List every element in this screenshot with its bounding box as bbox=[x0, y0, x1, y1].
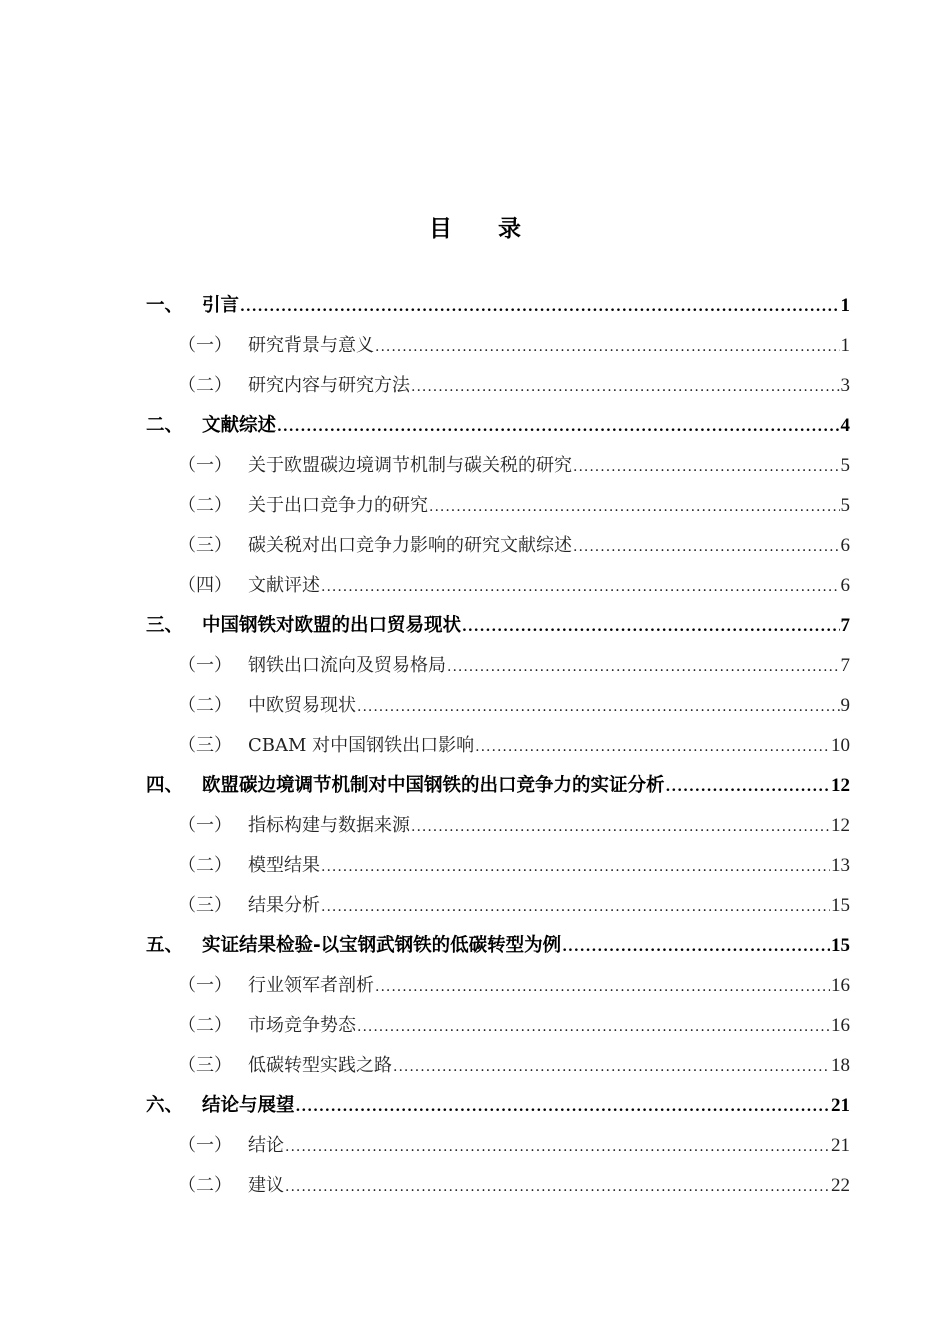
toc-entry-section[interactable] bbox=[146, 846, 850, 886]
toc-entry-page-number: 1 bbox=[840, 295, 850, 316]
toc-entry-page-number: 7 bbox=[840, 655, 850, 676]
toc-entry-number: （二） bbox=[178, 855, 232, 876]
toc-entry-title: 结论 bbox=[248, 1135, 284, 1156]
toc-title-char-1: 目 bbox=[429, 216, 452, 242]
toc-entry-title: 结论与展望 bbox=[202, 1095, 295, 1116]
toc-entry-title: 结果分析 bbox=[248, 895, 320, 916]
toc-entry-page-number: 5 bbox=[840, 455, 850, 476]
toc-dot-leader bbox=[573, 447, 840, 486]
toc-entry-section[interactable] bbox=[146, 1006, 850, 1046]
toc-entry-section[interactable] bbox=[146, 1126, 850, 1166]
toc-entry-page-number: 18 bbox=[831, 1055, 850, 1076]
toc-entry-chapter[interactable] bbox=[146, 926, 850, 966]
toc-entry-number: （一） bbox=[178, 975, 232, 996]
toc-entry-chapter[interactable] bbox=[146, 286, 850, 326]
toc-entry-number: （一） bbox=[178, 335, 232, 356]
toc-entry-title: 中国钢铁对欧盟的出口贸易现状 bbox=[202, 615, 462, 636]
toc-entry-section[interactable] bbox=[146, 526, 850, 566]
toc-dot-leader bbox=[393, 1047, 830, 1086]
toc-entry-section[interactable] bbox=[146, 326, 850, 366]
toc-entry-page-number: 10 bbox=[831, 735, 850, 756]
toc-entry-title: 中欧贸易现状 bbox=[248, 695, 356, 716]
toc-title bbox=[0, 210, 950, 243]
toc-list bbox=[146, 286, 850, 1206]
toc-entry-number: （一） bbox=[178, 1135, 232, 1156]
toc-entry-title: 欧盟碳边境调节机制对中国钢铁的出口竞争力的实证分析 bbox=[202, 775, 665, 796]
toc-dot-leader bbox=[411, 807, 830, 846]
toc-entry-title: 文献评述 bbox=[248, 575, 320, 596]
toc-entry-page-number: 12 bbox=[831, 775, 850, 796]
toc-entry-section[interactable] bbox=[146, 966, 850, 1006]
toc-entry-title: 研究背景与意义 bbox=[248, 335, 374, 356]
toc-entry-number: 一、 bbox=[146, 295, 184, 316]
toc-dot-leader bbox=[321, 887, 830, 926]
toc-entry-number: 二、 bbox=[146, 415, 184, 436]
toc-entry-title: 研究内容与研究方法 bbox=[248, 375, 410, 396]
toc-entry-number: （三） bbox=[178, 535, 232, 556]
toc-entry-title: CBAM 对中国钢铁出口影响 bbox=[248, 735, 475, 756]
toc-entry-section[interactable] bbox=[146, 886, 850, 926]
toc-entry-number: 三、 bbox=[146, 615, 184, 636]
toc-entry-title: 模型结果 bbox=[248, 855, 320, 876]
toc-entry-title: 低碳转型实践之路 bbox=[248, 1055, 392, 1076]
toc-entry-number: （一） bbox=[178, 815, 232, 836]
toc-entry-section[interactable] bbox=[146, 726, 850, 766]
toc-entry-number: （二） bbox=[178, 495, 232, 516]
toc-entry-page-number: 6 bbox=[840, 575, 850, 596]
toc-dot-leader bbox=[447, 647, 840, 686]
toc-dot-leader bbox=[462, 607, 839, 646]
toc-dot-leader bbox=[285, 1167, 830, 1206]
toc-dot-leader bbox=[573, 527, 840, 566]
toc-dot-leader bbox=[666, 767, 830, 806]
toc-entry-page-number: 13 bbox=[831, 855, 850, 876]
toc-dot-leader bbox=[285, 1127, 830, 1166]
toc-entry-number: （二） bbox=[178, 1175, 232, 1196]
toc-entry-page-number: 21 bbox=[831, 1135, 850, 1156]
toc-entry-page-number: 4 bbox=[840, 415, 850, 436]
toc-dot-leader bbox=[277, 407, 839, 446]
toc-entry-title: 行业领军者剖析 bbox=[248, 975, 374, 996]
toc-dot-leader bbox=[375, 967, 830, 1006]
toc-entry-title: 碳关税对出口竞争力影响的研究文献综述 bbox=[248, 535, 572, 556]
toc-entry-page-number: 16 bbox=[831, 1015, 850, 1036]
toc-entry-page-number: 22 bbox=[831, 1175, 850, 1196]
toc-entry-chapter[interactable] bbox=[146, 1086, 850, 1126]
toc-entry-section[interactable] bbox=[146, 446, 850, 486]
toc-entry-section[interactable] bbox=[146, 366, 850, 406]
toc-entry-page-number: 21 bbox=[831, 1095, 850, 1116]
toc-entry-page-number: 15 bbox=[831, 895, 850, 916]
toc-entry-section[interactable] bbox=[146, 486, 850, 526]
toc-entry-title: 文献综述 bbox=[202, 415, 277, 436]
toc-entry-section[interactable] bbox=[146, 686, 850, 726]
toc-dot-leader bbox=[375, 327, 840, 366]
toc-entry-chapter[interactable] bbox=[146, 766, 850, 806]
toc-entry-number: （三） bbox=[178, 735, 232, 756]
toc-entry-title: 指标构建与数据来源 bbox=[248, 815, 410, 836]
toc-dot-leader bbox=[321, 847, 830, 886]
toc-entry-number: 四、 bbox=[146, 775, 184, 796]
toc-dot-leader bbox=[429, 487, 840, 526]
toc-entry-page-number: 6 bbox=[840, 535, 850, 556]
toc-entry-section[interactable] bbox=[146, 806, 850, 846]
toc-entry-number: （二） bbox=[178, 375, 232, 396]
toc-entry-number: （二） bbox=[178, 695, 232, 716]
toc-entry-number: （二） bbox=[178, 1015, 232, 1036]
toc-dot-leader bbox=[296, 1087, 830, 1126]
toc-entry-number: （四） bbox=[178, 575, 232, 596]
toc-entry-number: （三） bbox=[178, 895, 232, 916]
toc-entry-number: （一） bbox=[178, 455, 232, 476]
toc-entry-page-number: 12 bbox=[831, 815, 850, 836]
toc-entry-number: （一） bbox=[178, 655, 232, 676]
toc-entry-title: 钢铁出口流向及贸易格局 bbox=[248, 655, 446, 676]
toc-entry-title: 关于出口竞争力的研究 bbox=[248, 495, 428, 516]
toc-entry-title: 建议 bbox=[248, 1175, 284, 1196]
toc-dot-leader bbox=[357, 687, 840, 726]
toc-entry-section[interactable] bbox=[146, 1046, 850, 1086]
toc-entry-number: 五、 bbox=[146, 935, 184, 956]
toc-entry-page-number: 9 bbox=[840, 695, 850, 716]
toc-entry-page-number: 15 bbox=[831, 935, 850, 956]
toc-entry-section[interactable] bbox=[146, 566, 850, 606]
toc-entry-page-number: 16 bbox=[831, 975, 850, 996]
toc-entry-number: 六、 bbox=[146, 1095, 184, 1116]
toc-title-char-2: 录 bbox=[498, 216, 521, 242]
toc-dot-leader bbox=[240, 287, 839, 326]
toc-entry-page-number: 7 bbox=[840, 615, 850, 636]
toc-dot-leader bbox=[321, 567, 840, 606]
toc-entry-chapter[interactable] bbox=[146, 606, 850, 646]
toc-entry-section[interactable] bbox=[146, 646, 850, 686]
toc-dot-leader bbox=[475, 727, 830, 766]
toc-entry-number: （三） bbox=[178, 1055, 232, 1076]
toc-entry-page-number: 5 bbox=[840, 495, 850, 516]
toc-dot-leader bbox=[411, 367, 840, 406]
toc-entry-title: 引言 bbox=[202, 295, 240, 316]
toc-entry-title: 实证结果检验-以宝钢武钢铁的低碳转型为例 bbox=[202, 935, 562, 956]
toc-entry-chapter[interactable] bbox=[146, 406, 850, 446]
toc-entry-title: 市场竞争势态 bbox=[248, 1015, 356, 1036]
toc-dot-leader bbox=[562, 927, 830, 966]
toc-entry-section[interactable] bbox=[146, 1166, 850, 1206]
toc-entry-title: 关于欧盟碳边境调节机制与碳关税的研究 bbox=[248, 455, 572, 476]
toc-entry-page-number: 1 bbox=[840, 335, 850, 356]
toc-entry-page-number: 3 bbox=[840, 375, 850, 396]
toc-dot-leader bbox=[357, 1007, 830, 1046]
